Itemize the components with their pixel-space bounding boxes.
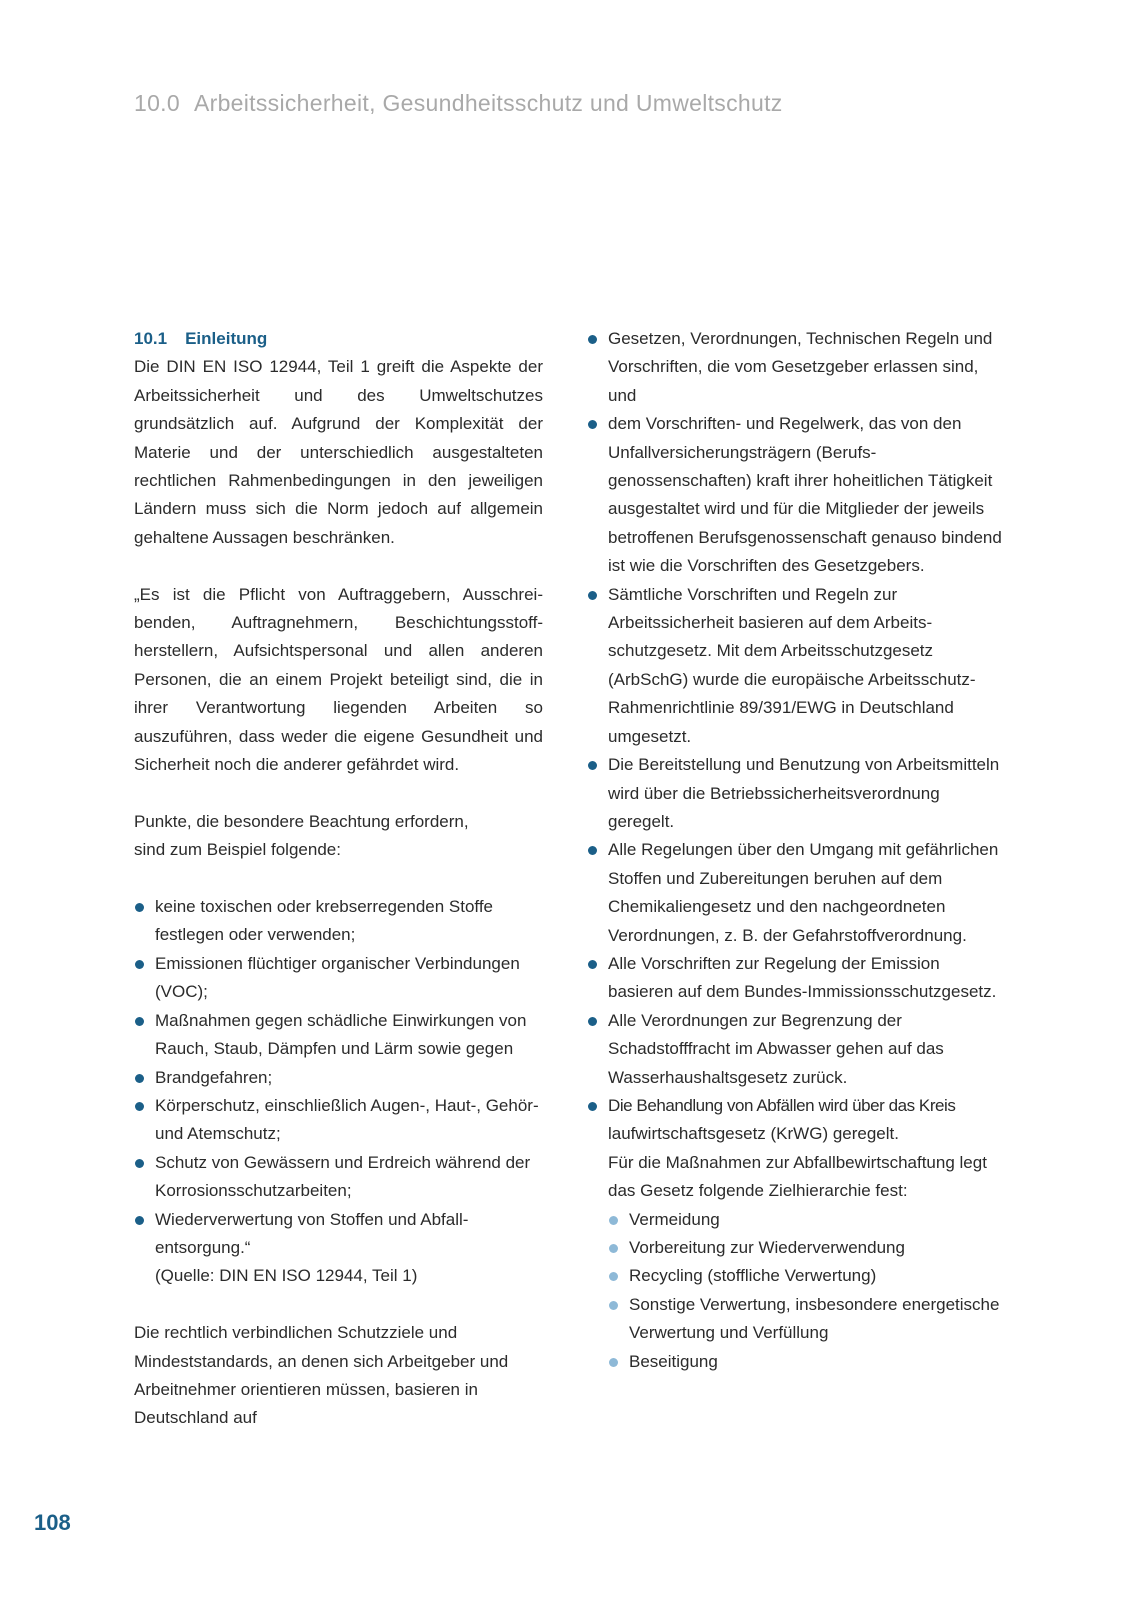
points-intro-line-1: Punkte, die besondere Beachtung erfordern,: [134, 811, 469, 831]
list-item: Alle Vorschriften zur Regelung der Emission basieren auf dem Bundes-Immissionsschutzgesetz.: [587, 950, 1002, 1007]
list-item: Recycling (stoffliche Verwertung): [608, 1262, 1002, 1290]
regulations-list: [587, 325, 1002, 1376]
list-item-waste: [587, 1092, 1002, 1376]
chapter-title: [134, 90, 783, 117]
waste-hierarchy-intro: Für die Maßnahmen zur Abfallbewirtschaftung legt das Gesetz folgende Zielhierarchie fest:: [608, 1152, 987, 1201]
waste-item-line-2: laufwirtschaftsgesetz (KrWG) geregelt.: [608, 1124, 899, 1144]
closing-paragraph: Die rechtlich verbindlichen Schutzziele und Mindeststandards, an denen sich Arbeitgeber und Arbeitnehmer orientieren müssen, basieren in Deutschland auf: [134, 1323, 509, 1428]
list-item: dem Vorschriften- und Regelwerk, das von den Unfallversicherungsträgern (Berufsgenossenschaften) kraft ihrer hoheitlichen Tätigkeit ausgestaltet wird und für die Mitglieder der jeweils betroffenen Berufsgenossenschaft genauso bindend ist wie die Vorschriften des Gesetzgebers.: [587, 410, 1002, 580]
quote-paragraph: „Es ist die Pflicht von Auftraggebern, Ausschreibenden, Auftragnehmern, Beschichtungsstoffherstellern, Aufsichtspersonal und allen anderen Personen, die an einem Projekt beteiligt sind, die in ihrer Verantwortung liegenden Arbeiten so auszuführen, dass weder die eigene Gesundheit und Sicherheit noch die anderer gefährdet wird.: [134, 584, 543, 775]
list-item: Sonstige Verwertung, insbesondere energetische Verwertung und Verfüllung: [608, 1291, 1002, 1348]
list-item: Emissionen flüchtiger organischer Verbindungen (VOC);: [134, 950, 543, 1007]
list-item: Maßnahmen gegen schädliche Einwirkungen von Rauch, Staub, Dämpfen und Lärm sowie gegen: [134, 1007, 543, 1064]
list-item: Gesetzen, Verordnungen, Technischen Regeln und Vorschriften, die vom Gesetzgeber erlassen sind, und: [587, 325, 1002, 410]
points-intro: [134, 808, 543, 865]
list-item: Die Bereitstellung und Benutzung von Arbeitsmitteln wird über die Betriebssicherheitsverordnung geregelt.: [587, 751, 1002, 836]
section-number: 10.1: [134, 329, 168, 348]
list-item: Sämtliche Vorschriften und Regeln zur Arbeitssicherheit basieren auf dem Arbeitsschutzgesetz. Mit dem Arbeitsschutzgesetz (ArbSchG) wurde die europäische Arbeitsschutz-Rahmenrichtlinie 89/391/EWG in Deutschland umgesetzt.: [587, 581, 1002, 751]
list-item: Körperschutz, einschließlich Augen-, Haut-, Gehör- und Atemschutz;: [134, 1092, 543, 1149]
right-column: [587, 325, 1002, 1376]
list-item: keine toxischen oder krebserregenden Stoffe festlegen oder verwenden;: [134, 893, 543, 950]
list-item: Vermeidung: [608, 1206, 1002, 1234]
intro-paragraph: Die DIN EN ISO 12944, Teil 1 greift die Aspekte der Arbeitssicherheit und des Umweltschutzes grundsätzlich auf. Aufgrund der Komplexität der Materie und der unterschiedlich ausgestalteten rechtlichen Rahmenbedingungen in den jeweiligen Ländern muss sich die Norm jedoch auf allgemein gehaltene Aussagen beschränken.: [134, 357, 543, 547]
list-item: Wiederverwertung von Stoffen und Abfallentsorgung.“: [134, 1206, 543, 1263]
page-number: 108: [34, 1510, 71, 1535]
waste-hierarchy-list: [608, 1206, 1002, 1376]
section-title: Einleitung: [185, 329, 268, 348]
list-item: Schutz von Gewässern und Erdreich während der Korrosionsschutzarbeiten;: [134, 1149, 543, 1206]
list-item: Beseitigung: [608, 1348, 1002, 1376]
list-item: Brandgefahren;: [134, 1064, 543, 1092]
list-item: Alle Verordnungen zur Begrenzung der Schadstofffracht im Abwasser gehen auf das Wasserhaushaltsgesetz zurück.: [587, 1007, 1002, 1092]
left-column: [134, 325, 543, 1433]
points-intro-line-2: sind zum Beispiel folgende:: [134, 840, 341, 860]
section-heading: [134, 325, 543, 353]
chapter-title-text: Arbeitssicherheit, Gesundheitsschutz und Umweltschutz: [193, 90, 783, 116]
waste-item-line-1: Die Behandlung von Abfällen wird über das Kreis: [608, 1095, 956, 1115]
list-item: Alle Regelungen über den Umgang mit gefährlichen Stoffen und Zubereitungen beruhen auf dem Chemikaliengesetz und den nachgeordneten Verordnungen, z. B. der Gefahrstoffverordnung.: [587, 836, 1002, 950]
chapter-number: 10.0: [134, 90, 180, 116]
list-item: Vorbereitung zur Wiederverwendung: [608, 1234, 1002, 1262]
quote-source: (Quelle: DIN EN ISO 12944, Teil 1): [155, 1266, 418, 1286]
points-list: [134, 893, 543, 1262]
